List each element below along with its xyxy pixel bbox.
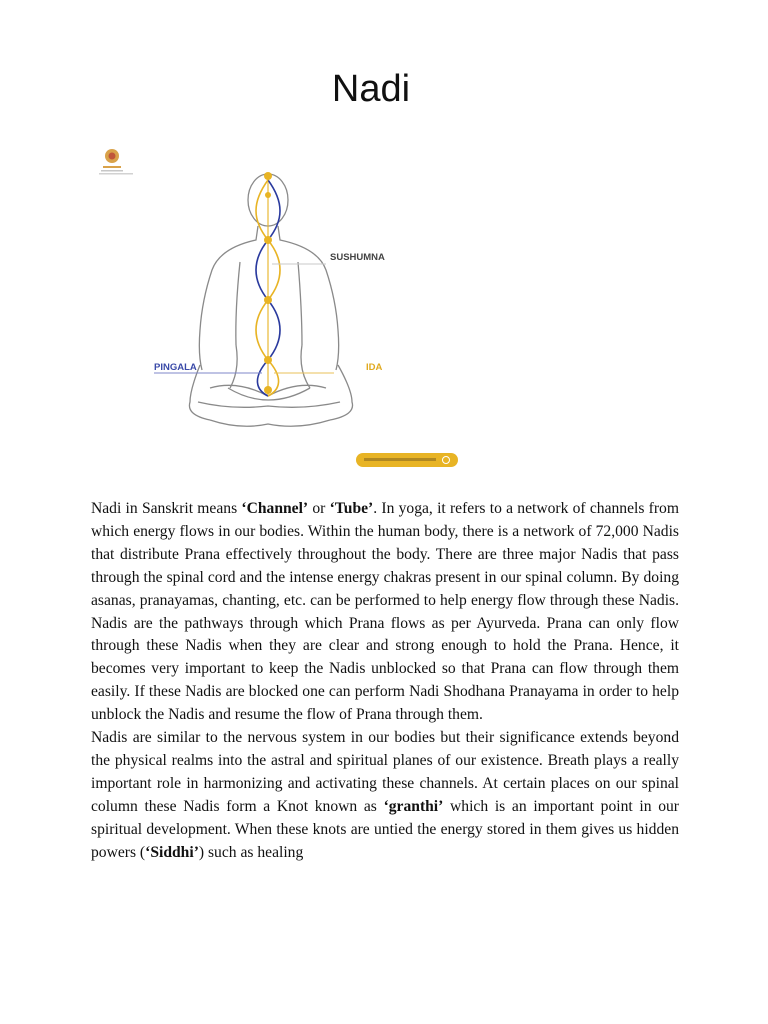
logo-icon — [99, 149, 133, 175]
term-channel: ‘Channel’ — [241, 500, 309, 517]
watermark-badge — [356, 453, 458, 467]
page-title: Nadi — [331, 68, 411, 110]
text-run: which is an important point in our spiritual development. When these knots are untied the energy stored in them gives us hidden powers ( — [91, 797, 679, 861]
label-pingala: PINGALA — [154, 362, 197, 373]
text-run: Nadi in Sanskrit means — [91, 500, 242, 517]
paragraph-1 — [91, 498, 679, 727]
nadi-channels — [256, 172, 280, 396]
text-run: ) such as healing — [198, 843, 304, 861]
text-run: Nadis are similar to the nervous system in our bodies but their significance extends beyond the physical realms into the astral and spiritual planes of our existence. Breath plays a really important role in harmonizing and activating these channels. At certain places on our spinal column these Nadis form a Knot known as — [91, 729, 679, 815]
term-siddhi: ‘Siddhi’ — [145, 843, 199, 861]
text-run: . In yoga, it refers to a network of channels from which energy flows in our bodies. Within the human body, there is a network of 72,000 Nadis that distribute Prana effectively throughout the body. There are three major Nadis that pass through the spinal cord and the intense energy chakras present in our spinal column. By doing asanas, pranayamas, chanting, etc. can be performed to help energy flow through these Nadis. Nadis are the pathways through which Prana flows as per Ayurveda. Prana can only flow through these Nadis when they are clear and strong enough to hold the Prana. Hence, it becomes very important to keep the Nadis unblocked so that Prana can flow through them easily. If these Nadis are blocked one can perform Nadi Shodhana Pranayama in order to help unblock the Nadis and resume the flow of Prana through them. — [91, 500, 679, 724]
paragraph-2 — [91, 727, 679, 864]
text-run: or — [308, 500, 330, 517]
label-sushumna: SUSHUMNA — [330, 252, 385, 263]
body-text — [91, 498, 679, 865]
term-granthi: ‘granthi’ — [383, 797, 444, 815]
term-tube: ‘Tube’ — [329, 500, 374, 517]
label-ida: IDA — [366, 362, 383, 373]
nadi-diagram — [90, 140, 490, 480]
nadi-illustration — [90, 140, 490, 480]
